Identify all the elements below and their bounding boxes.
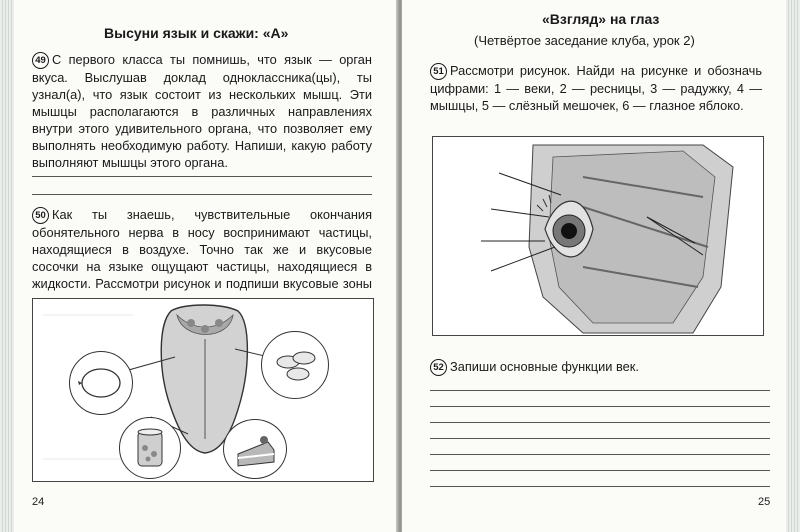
jar-icon xyxy=(120,418,180,478)
left-page-edge xyxy=(0,0,14,532)
task-49-text: С первого класса ты помнишь, что язык — орган вкуса. Выслушав доклад одноклассника(цы), ты узнал(а), что язык состоит из нескольких мышц. Эти мышцы располагаются в различных направлениях внутри этого удивительного органа, что позволяет ему выполнять необходимую работу. Напиши, какую работу выполняют мышцы этого органа. xyxy=(32,52,372,170)
eye-illustration xyxy=(433,137,763,335)
answer-line[interactable] xyxy=(32,194,372,195)
cake-icon xyxy=(224,420,286,478)
cake-circle xyxy=(223,419,287,479)
task-50 xyxy=(32,206,372,309)
right-page-edge xyxy=(786,0,800,532)
task-49 xyxy=(32,51,372,171)
left-page-number: 24 xyxy=(32,496,45,508)
lemon-icon xyxy=(70,352,132,414)
task-52 xyxy=(430,358,762,376)
left-page-title: Высуни язык и скажи: «А» xyxy=(104,25,289,41)
lemon-circle xyxy=(69,351,133,415)
task-52-number: 52 xyxy=(430,359,447,376)
answer-line[interactable] xyxy=(430,422,770,423)
jar-circle xyxy=(119,417,181,479)
tablets-icon xyxy=(262,332,328,398)
right-page-title: «Взгляд» на глаз xyxy=(542,11,660,27)
answer-line[interactable] xyxy=(430,390,770,391)
left-page xyxy=(0,0,398,532)
answer-line[interactable] xyxy=(430,406,770,407)
right-page-number: 25 xyxy=(758,496,771,508)
task-51-number: 51 xyxy=(430,63,447,80)
task-50-text: Как ты знаешь, чувствительные окончания обонятельного нерва в носу воспринимают частицы, находящиеся в воздухе. Точно так же и вкусовые сосочки на языке ощущают частицы, находящиеся в жидкости. Рассмотри рисунок и подпиши вкусовые зоны xyxy=(32,207,372,291)
answer-line[interactable] xyxy=(430,486,770,487)
salt-tablets-circle xyxy=(261,331,329,399)
answer-line[interactable] xyxy=(430,438,770,439)
right-page-subtitle: (Четвёртое заседание клуба, урок 2) xyxy=(474,33,695,48)
task-50-number: 50 xyxy=(32,207,49,224)
eye-figure xyxy=(432,136,764,336)
task-51 xyxy=(430,62,762,114)
task-49-number: 49 xyxy=(32,52,49,69)
tongue-figure xyxy=(32,298,374,482)
task-51-text: Рассмотри рисунок. Найди на рисунке и обозначь цифрами: 1 — веки, 2 — ресницы, 3 — радужку, 4 — мышцы, 5 — слёзный мешочек, 6 — глазное яблоко. xyxy=(430,63,762,113)
task-52-text: Запиши основные функции век. xyxy=(450,359,639,374)
answer-line[interactable] xyxy=(430,470,770,471)
answer-line[interactable] xyxy=(430,454,770,455)
right-page xyxy=(402,0,800,532)
answer-line[interactable] xyxy=(32,176,372,177)
